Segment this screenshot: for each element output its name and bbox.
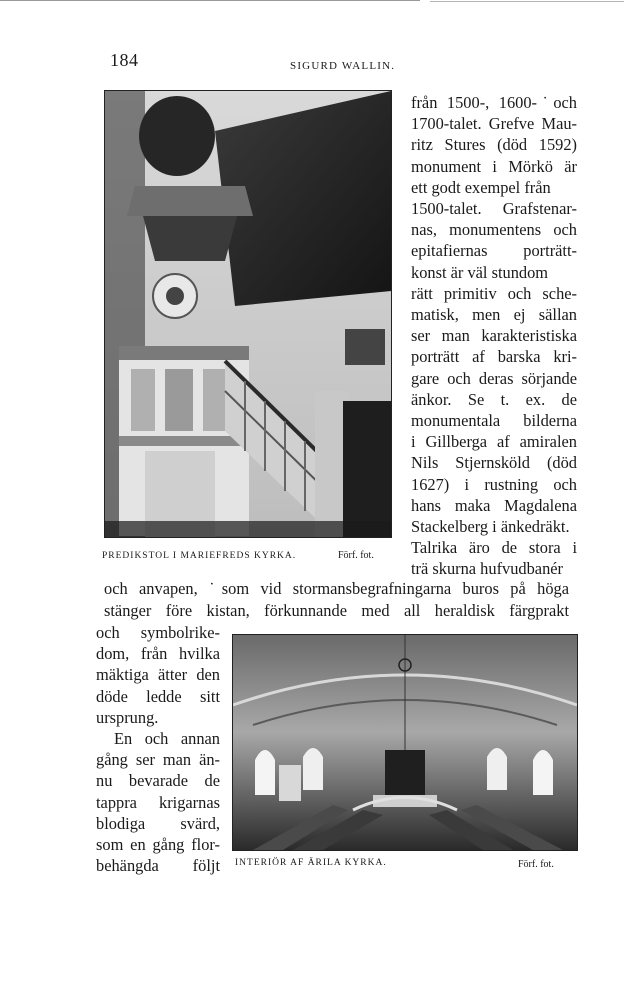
- body-line: Talrika äro de stora i: [411, 538, 577, 558]
- body-line: stänger före kistan, förkunnande med all heraldisk färgprakt: [104, 601, 569, 620]
- body-line: epitafiernas porträtt-: [411, 241, 577, 261]
- body-line: En och annan: [114, 729, 220, 748]
- body-line: i Gillberga af amiralen: [411, 432, 577, 452]
- page-number: 184: [110, 50, 139, 70]
- body-line: matisk, men ej sällan: [411, 305, 577, 324]
- body-line: som en gång flor-: [96, 835, 220, 854]
- body-line: tappra krigarnas: [96, 792, 220, 812]
- body-line: konst är väl stundom: [411, 262, 549, 282]
- body-line: monument i Mörkö är: [411, 156, 577, 176]
- body-line: ett godt exempel från: [411, 177, 551, 197]
- body-line: nu bevarade de: [96, 771, 220, 791]
- figure2-credit: Förf. fot.: [518, 859, 554, 870]
- figure1-caption: PREDIKSTOL I MARIEFREDS KYRKA.: [102, 551, 297, 561]
- body-line: gare och deras sörjande: [411, 368, 577, 388]
- body-line: ursprung.: [96, 707, 159, 727]
- body-line: Stackelberg i änkedräkt.: [411, 517, 570, 536]
- body-line: ser man karakteristiska: [411, 326, 577, 346]
- body-line: dom, från hvilka: [96, 644, 220, 664]
- body-line: rätt primitiv och sche-: [411, 283, 577, 303]
- body-line: mäktiga ätter den: [96, 665, 220, 685]
- figure2-caption: INTERIÖR AF ÄRILA KYRKA.: [235, 858, 387, 868]
- pulpit-photo: [104, 90, 392, 538]
- running-title: SIGURD WALLIN.: [290, 60, 396, 72]
- body-line: gång ser man än-: [96, 750, 220, 770]
- body-line: hans maka Magdalena: [411, 495, 577, 515]
- church-interior-photo: [232, 634, 578, 851]
- body-line: 1500-talet. Grafstenar-: [411, 199, 577, 218]
- body-line: Nils Stjernsköld (död: [411, 453, 577, 473]
- body-line: och symbolrike-: [96, 623, 220, 642]
- body-line: 1700-talet. Grefve Mau-: [411, 114, 577, 134]
- body-line: nas, monumentens och: [411, 220, 577, 240]
- body-line: porträtt af barska kri-: [411, 347, 577, 367]
- body-line: trä skurna hufvudbanér: [411, 559, 564, 579]
- body-line: blodiga svärd,: [96, 813, 220, 833]
- figure1-credit: Förf. fot.: [338, 550, 374, 561]
- body-line: från 1500-, 1600-˙och: [411, 93, 577, 112]
- body-line: ritz Stures (död 1592): [411, 135, 577, 155]
- top-rule: [0, 0, 624, 2]
- body-line: 1627) i rustning och: [411, 474, 577, 494]
- body-line: döde ledde sitt: [96, 686, 220, 706]
- body-line: monumentala bilderna: [411, 411, 577, 430]
- body-line: änkor. Se t. ex. de: [411, 389, 577, 409]
- body-line: behängda följt: [96, 856, 220, 876]
- body-line: och anvapen, ˙som vid stormansbegrafningarna buros på höga: [104, 579, 569, 598]
